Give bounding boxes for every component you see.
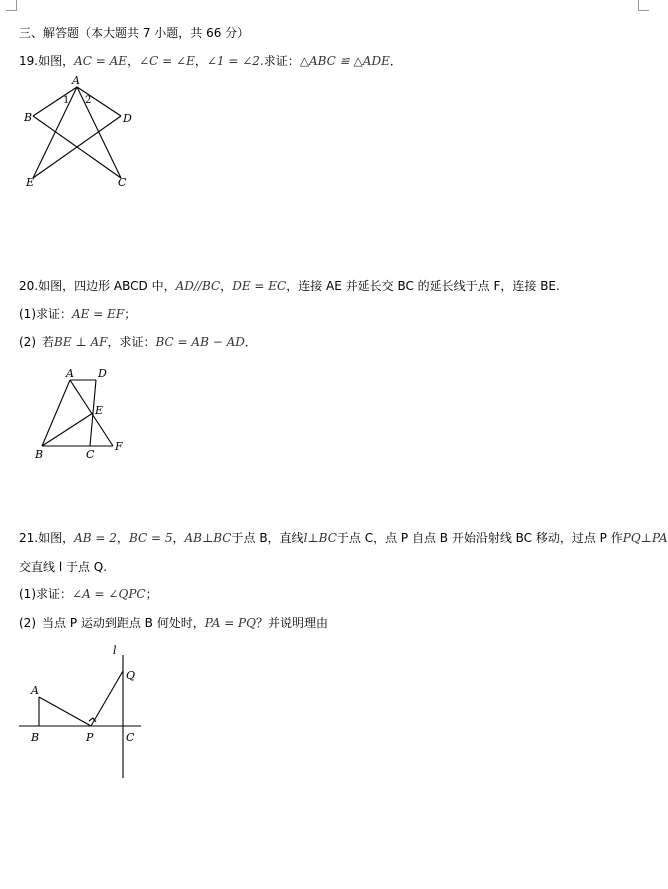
q21-part-2-text-1: 当点 P 运动到距点 B 何处时， [42, 616, 205, 630]
q20-cond-1: AD//BC [175, 279, 221, 293]
q20-number: 20. [19, 279, 39, 293]
q19-cond-2: ∠C = ∠E [139, 54, 195, 68]
q19-label-B: B [24, 111, 33, 124]
q20-part-1-number: (1) [19, 307, 36, 321]
q19-end: ． [389, 54, 402, 68]
q21-cond-3: AB⊥BC [184, 531, 232, 545]
q21-text-3: 于点 C，点 P 自点 B 开始沿射线 BC 移动，过点 P 作 [336, 531, 623, 545]
q19-label-E: E [26, 176, 35, 189]
q19-label-D: D [123, 112, 132, 125]
q21-label-Q: Q [126, 669, 136, 682]
q19-goal: △ABC ≌ △ADE [299, 54, 390, 68]
q21-number: 21. [19, 531, 39, 545]
q19-sep-2: ， [194, 54, 207, 68]
q21-part-1-math: ∠A = ∠QPC [72, 587, 146, 601]
q19-angle-1: 1 [63, 95, 70, 106]
q21-label-l: l [113, 644, 117, 657]
q21-part-2-text-2: ？并说明理由 [255, 616, 328, 630]
q21-part-1-number: (1) [19, 587, 36, 601]
q21-part-1-end: ； [145, 587, 158, 601]
q21-label-P: P [86, 731, 94, 744]
q19-label-A: A [72, 74, 80, 87]
q21-cond-4: l⊥BC [303, 531, 337, 545]
q20-label-E: E [95, 404, 104, 417]
q20-label-A: A [66, 367, 74, 380]
q20-part-1-math: AE = EF [72, 307, 125, 321]
q19-text-1: 如图， [38, 54, 75, 68]
q19-sep-1: ， [127, 54, 140, 68]
q21-line-2-text: 交直线 l 于点 Q. [19, 560, 108, 574]
q20-part-2-text-1: 若 [42, 335, 55, 349]
q21-segment-AP [39, 697, 91, 726]
q21-cond-1: AB = 2 [74, 531, 117, 545]
q21-part-2-math: PA = PQ [204, 616, 256, 630]
q20-part-2-math-2: BC = AB − AD [155, 335, 245, 349]
q20-label-C: C [86, 448, 95, 461]
q19-number: 19. [19, 54, 39, 68]
q21-segment-PQ [91, 671, 123, 726]
q21-sep-2: ， [172, 531, 185, 545]
q21-part-2-number: (2) [19, 616, 36, 630]
q20-part-1-text: 求证： [36, 307, 73, 321]
q20-sep-1: ， [220, 279, 233, 293]
q20-part-1-end: ； [124, 307, 137, 321]
q21-label-A: A [31, 684, 39, 697]
q20-part-2-number: (2) [19, 335, 36, 349]
q21-label-C: C [126, 731, 135, 744]
q21-part-1-text: 求证： [36, 587, 73, 601]
q21-text-2: 于点 B，直线 [231, 531, 304, 545]
q20-label-F: F [115, 440, 123, 453]
q21-label-B: B [31, 731, 40, 744]
q19-cond-3: ∠1 = ∠2. [206, 54, 264, 68]
q20-part-2-math-1: BE ⊥ AF [54, 335, 108, 349]
q19-angle-2: 2 [85, 95, 92, 106]
q20-text-1: 如图，四边形 ABCD 中， [38, 279, 176, 293]
q21-cond-5: PQ⊥PA [622, 531, 668, 545]
q20-label-D: D [98, 367, 107, 380]
q19-label-C: C [118, 176, 127, 189]
q20-text-2: ，连接 AE 并延长交 BC 的延长线于点 F，连接 BE. [286, 279, 560, 293]
q20-part-2-text-2: ，求证： [107, 335, 156, 349]
q19-cond-1: AC = AE [74, 54, 128, 68]
q21-cond-2: BC = 5 [128, 531, 173, 545]
q19-text-2: 求证： [263, 54, 300, 68]
q21-text-1: 如图， [38, 531, 75, 545]
section-title-text: 三、解答题（本大题共 7 小题，共 66 分） [19, 26, 250, 40]
q20-label-B: B [35, 448, 44, 461]
q20-cond-2: DE = EC [232, 279, 287, 293]
q21-sep-1: ， [116, 531, 129, 545]
q20-part-2-end: ． [244, 335, 257, 349]
